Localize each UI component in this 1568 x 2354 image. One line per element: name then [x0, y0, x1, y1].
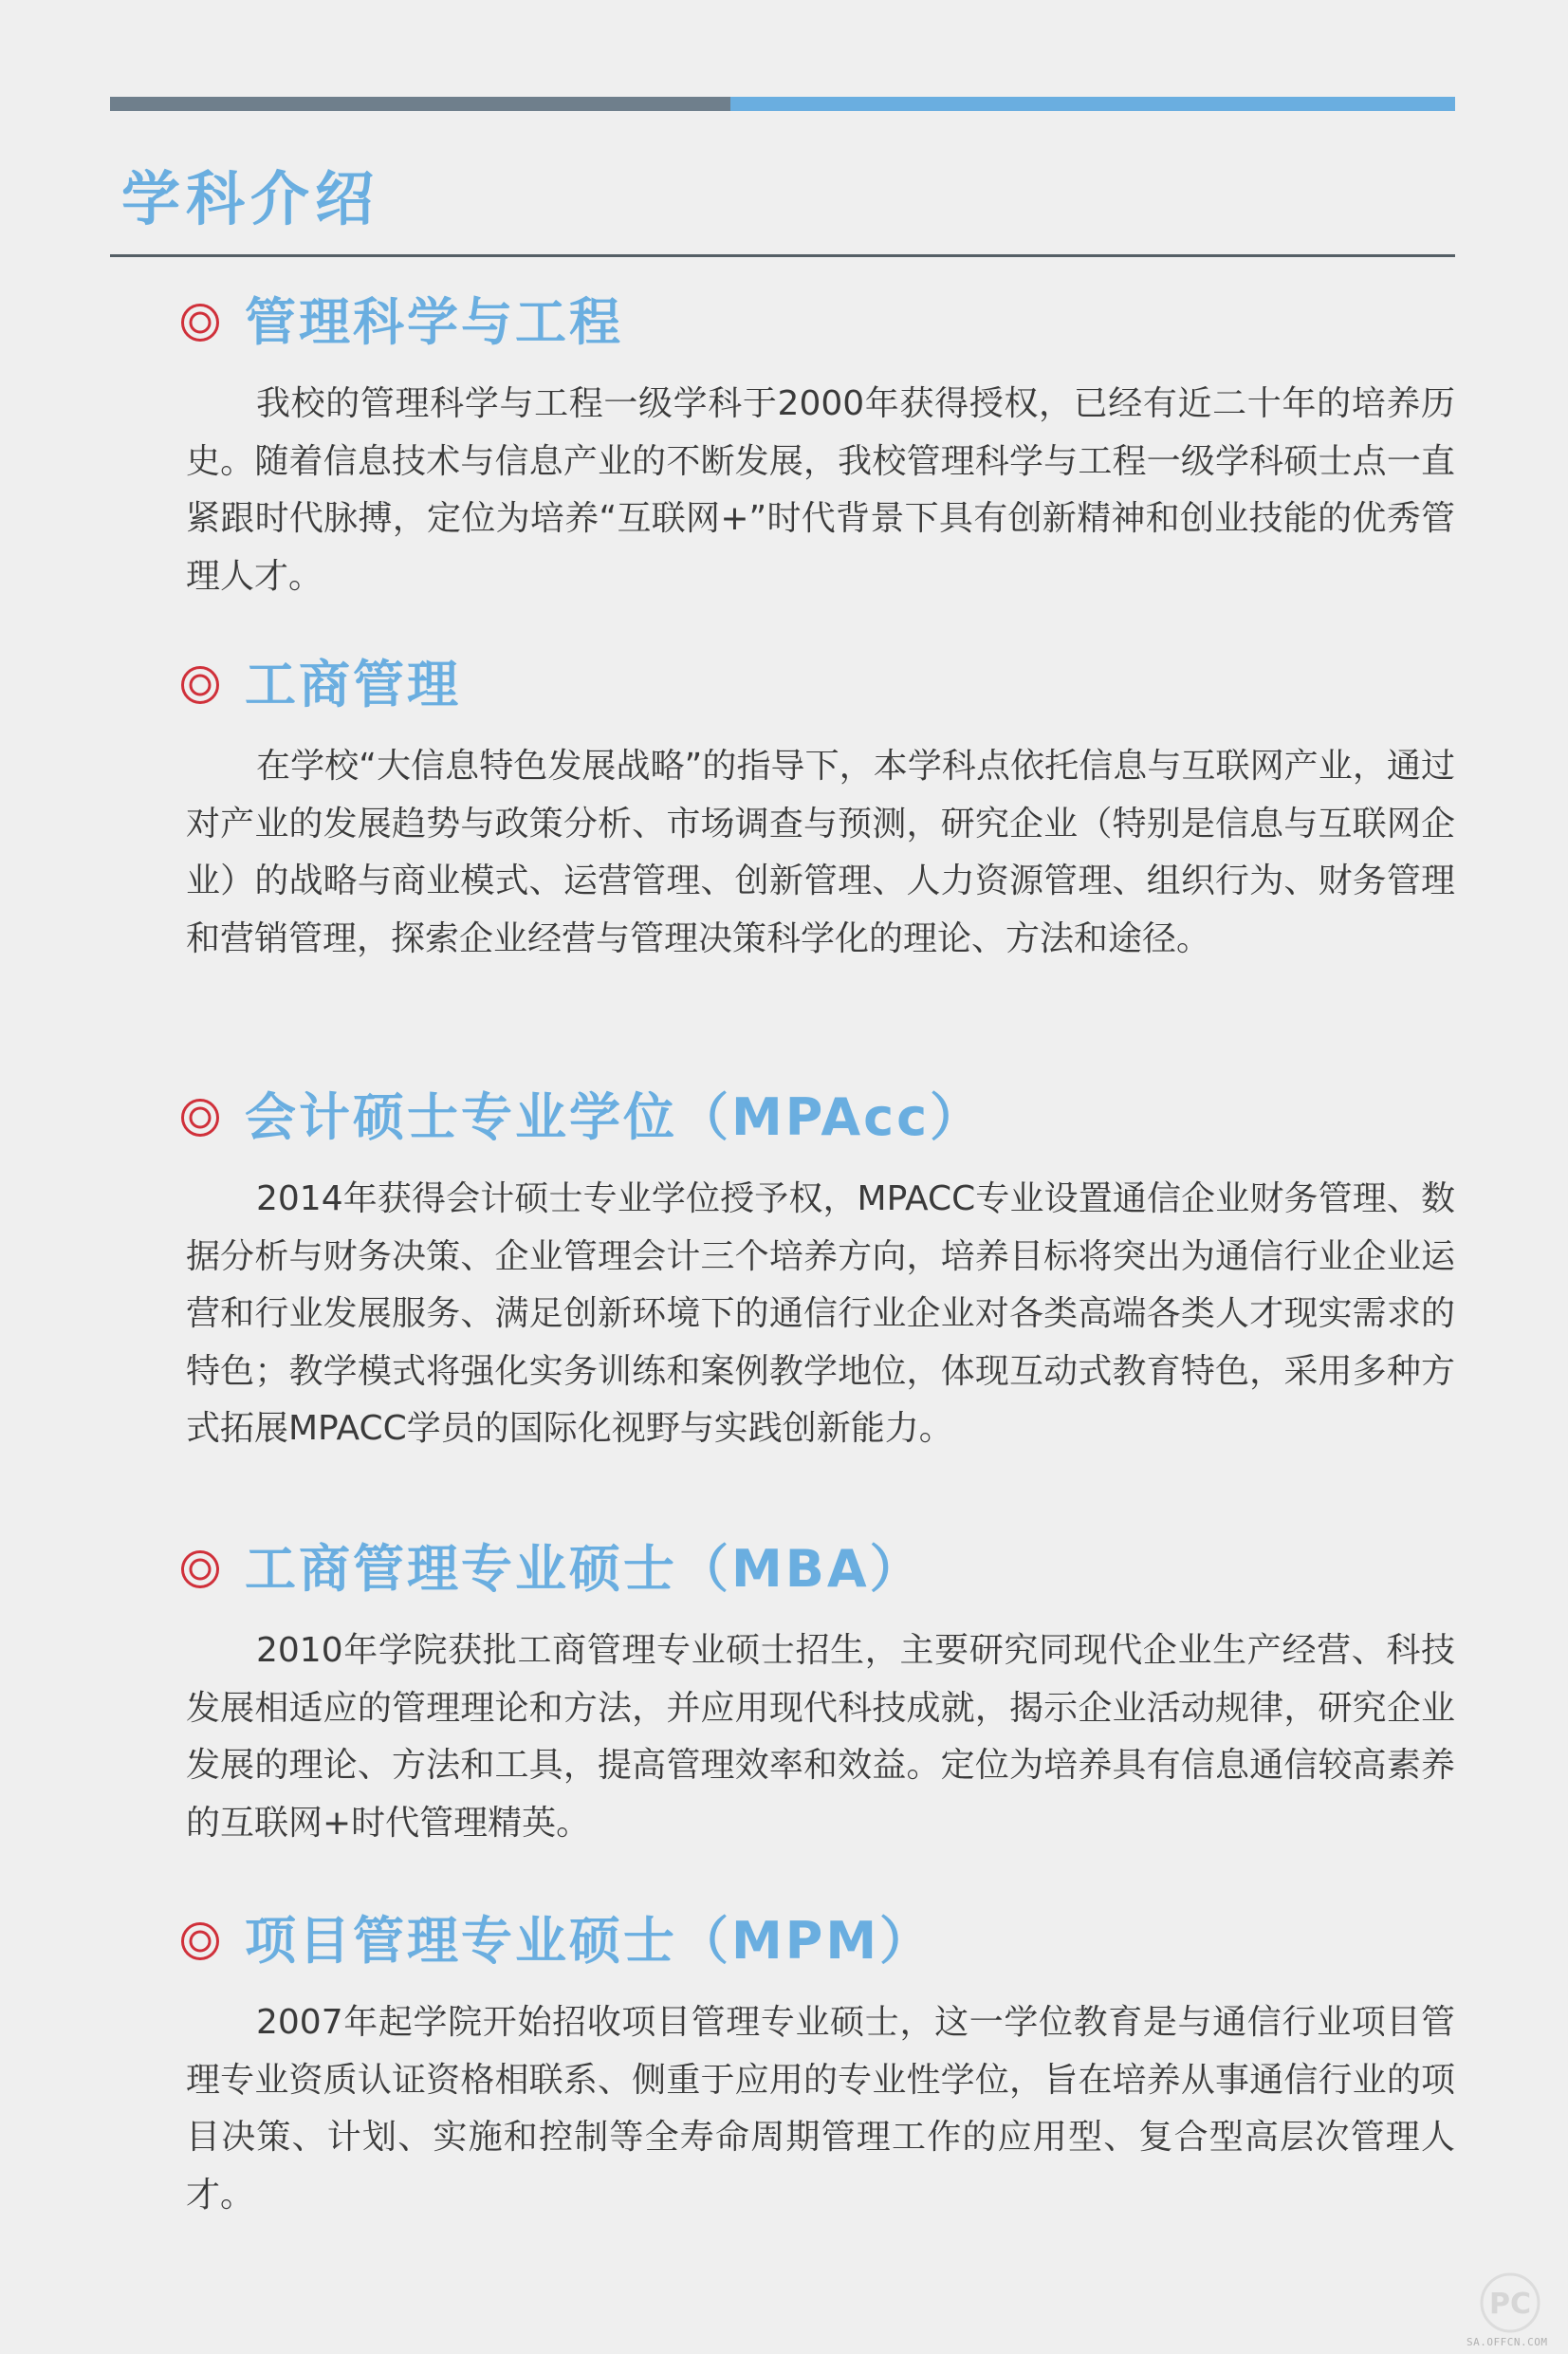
- section-header: [180, 647, 1456, 723]
- section-title: 工商管理: [245, 655, 461, 714]
- watermark-text: SA.OFFCN.COM: [1467, 2336, 1548, 2348]
- double-ring-icon: [180, 1921, 220, 1961]
- section-management-science: [180, 285, 1456, 605]
- section-body: 我校的管理科学与工程一级学科于2000年获得授权，已经有近二十年的培养历史。随着信息技术与信息产业的不断发展，我校管理科学与工程一级学科硕士点一直紧跟时代脉搏，定位为培养“互联网+”时代背景下具有创新精神和创业技能的优秀管理人才。: [186, 384, 1455, 596]
- double-ring-icon: [180, 303, 220, 343]
- section-body: 在学校“大信息特色发展战略”的指导下，本学科点依托信息与互联网产业，通过对产业的发展趋势与政策分析、市场调查与预测，研究企业（特别是信息与互联网企业）的战略与商业模式、运营管理、创新管理、人力资源管理、组织行为、财务管理和营销管理，探索企业经营与管理决策科学化的理论、方法和途径。: [186, 747, 1455, 958]
- top-accent-bar-light: [730, 97, 1455, 111]
- section-mpacc: [180, 1080, 1456, 1458]
- top-accent-bar-dark: [110, 97, 730, 111]
- section-mpm: [180, 1903, 1456, 2224]
- top-accent-bar: [110, 97, 1455, 111]
- section-header: [180, 1903, 1456, 1979]
- section-title: 工商管理专业硕士（MBA）: [245, 1539, 924, 1599]
- section-header: [180, 285, 1456, 361]
- double-ring-icon: [180, 1549, 220, 1589]
- section-body: 2010年学院获批工商管理专业硕士招生，主要研究同现代企业生产经营、科技发展相适应的管理理论和方法，并应用现代科技成就，揭示企业活动规律，研究企业发展的理论、方法和工具，提高管理效率和效益。定位为培养具有信息通信较高素养的互联网+时代管理精英。: [186, 1631, 1455, 1843]
- section-business-administration: [180, 647, 1456, 968]
- title-divider: [110, 254, 1455, 257]
- section-header: [180, 1080, 1456, 1156]
- section-body: 2007年起学院开始招收项目管理专业硕士，这一学位教育是与通信行业项目管理专业资质认证资格相联系、侧重于应用的专业性学位，旨在培养从事通信行业的项目决策、计划、实施和控制等全寿命周期管理工作的应用型、复合型高层次管理人才。: [186, 2003, 1455, 2215]
- section-header: [180, 1531, 1456, 1607]
- section-body: 2014年获得会计硕士专业学位授予权，MPACC专业设置通信企业财务管理、数据分析与财务决策、企业管理会计三个培养方向，培养目标将突出为通信行业企业运营和行业发展服务、满足创新环境下的通信行业企业对各类高端各类人才现实需求的特色；教学模式将强化实务训练和案例教学地位，体现互动式教育特色，采用多种方式拓展MPACC学员的国际化视野与实践创新能力。: [186, 1179, 1455, 1448]
- section-mba: [180, 1531, 1456, 1852]
- section-title: 会计硕士专业学位（MPAcc）: [245, 1087, 985, 1147]
- section-title: 项目管理专业硕士（MPM）: [245, 1911, 934, 1971]
- svg-text:PC: PC: [1488, 2288, 1532, 2321]
- double-ring-icon: [180, 1098, 220, 1138]
- page-title: 学科介绍: [121, 164, 380, 233]
- double-ring-icon: [180, 665, 220, 705]
- section-title: 管理科学与工程: [245, 292, 623, 352]
